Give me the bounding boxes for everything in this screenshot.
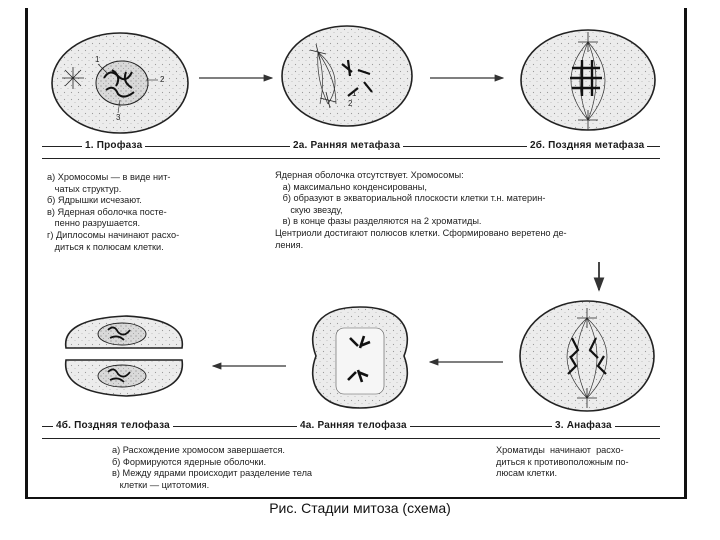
label-3: 3 xyxy=(116,113,121,122)
caption-late-telophase: 4б. Поздняя телофаза xyxy=(53,420,173,431)
caption-early-telophase: 4а. Ранняя телофаза xyxy=(297,420,410,431)
telophase-description: а) Расхождение хромосом завершается. б) Формируются ядерные оболочки. в) Между ядрами происходит разделение тела клетки — цитотомия. xyxy=(112,445,313,490)
metaphase-description: Ядерная оболочка отсутствует. Хромосомы: а) максимально конденсированы, б) образуют в экваториальной плоскости клетки т.н. материн- скую звезду, в) в конце фазы разделяются на 2 хроматиды. Центриоли достигают полюсов клетки. Сформировано веретено де- ления. xyxy=(275,170,567,250)
prophase-description: а) Хромосомы — в виде нит- чатых структур. б) Ядрышки исчезают. в) Ядерная оболочка посте- пенно разрушается. г) Диплосомы начинают расхо- диться к полюсам клетки. xyxy=(47,172,180,252)
label-2: 2 xyxy=(348,99,353,108)
caption-early-metaphase: 2а. Ранняя метафаза xyxy=(290,140,403,151)
figure-caption: Рис. Стадии митоза (схема) xyxy=(269,500,451,516)
caption-prophase: 1. Профаза xyxy=(82,140,145,151)
caption-anaphase: 3. Анафаза xyxy=(552,420,615,431)
label-1: 1 xyxy=(352,89,357,98)
label-2: 2 xyxy=(160,75,165,84)
anaphase-description: Хроматиды начинают расхо- диться к противоположным по- люсам клетки. xyxy=(496,445,629,479)
caption-late-metaphase: 2б. Поздняя метафаза xyxy=(527,140,647,151)
caption-rule-bottom xyxy=(42,158,660,159)
caption-rule-bottom-2 xyxy=(42,438,660,439)
label-1: 1 xyxy=(95,55,100,64)
